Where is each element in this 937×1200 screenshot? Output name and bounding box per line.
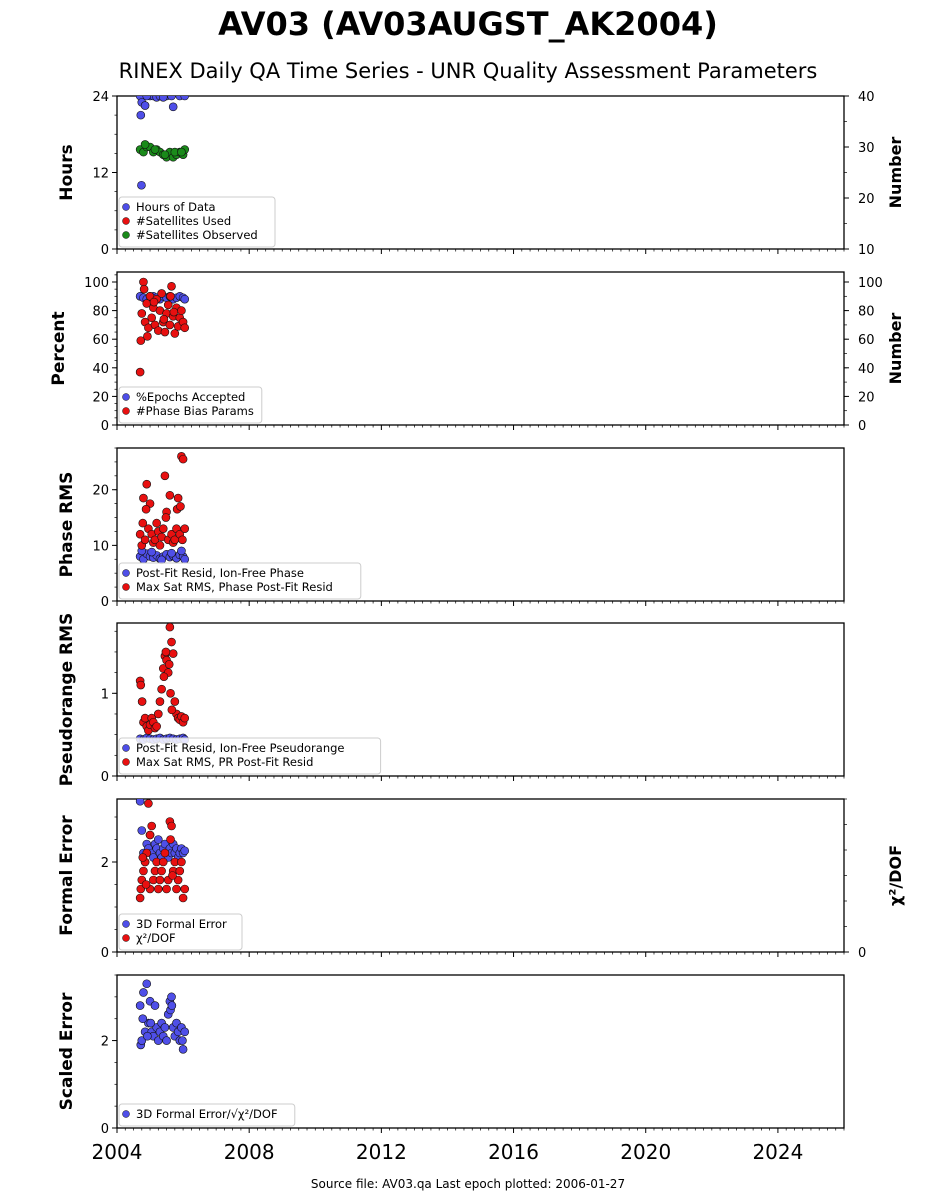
data-point-blue bbox=[139, 988, 147, 996]
y-right-label: Number bbox=[886, 312, 905, 385]
y-left-label: Pseudorange RMS bbox=[57, 612, 77, 787]
data-point-red bbox=[181, 324, 189, 332]
data-point-blue bbox=[168, 549, 176, 557]
legend-label: #Satellites Observed bbox=[136, 228, 258, 242]
y-left-label: Hours bbox=[57, 144, 77, 201]
y-right-tick-label: 20 bbox=[858, 390, 875, 406]
legend-label: Hours of Data bbox=[136, 200, 216, 214]
data-point-blue bbox=[151, 1002, 159, 1010]
data-point-red bbox=[158, 867, 166, 875]
data-point-blue bbox=[163, 1037, 171, 1045]
data-point-red bbox=[158, 289, 166, 297]
data-point-red bbox=[165, 660, 173, 668]
data-point-red bbox=[154, 885, 162, 893]
data-point-red bbox=[150, 298, 158, 306]
data-point-red bbox=[138, 309, 146, 317]
legend-marker bbox=[123, 232, 130, 239]
y-right-tick-label: 40 bbox=[858, 361, 875, 377]
legend-marker bbox=[123, 570, 130, 577]
data-point-blue bbox=[181, 295, 189, 303]
y-right-label: χ²/DOF bbox=[886, 845, 905, 906]
y-tick-label: 60 bbox=[92, 333, 109, 349]
data-point-red bbox=[179, 894, 187, 902]
data-point-blue bbox=[168, 92, 176, 100]
panel-6 bbox=[57, 975, 844, 1137]
data-point-red bbox=[139, 278, 147, 286]
data-point-blue bbox=[178, 1037, 186, 1045]
legend-label: 3D Formal Error bbox=[136, 917, 227, 931]
data-point-red bbox=[160, 673, 168, 681]
x-axis bbox=[92, 1140, 804, 1164]
data-point-red bbox=[168, 706, 176, 714]
data-point-red bbox=[141, 536, 149, 544]
data-point-blue bbox=[148, 548, 156, 556]
data-point-red bbox=[181, 525, 189, 533]
data-point-blue bbox=[169, 103, 177, 111]
y-tick-label: 20 bbox=[92, 483, 109, 499]
data-point-red bbox=[161, 472, 169, 480]
y-tick-label: 0 bbox=[100, 770, 109, 785]
y-tick-label: 1 bbox=[100, 687, 109, 703]
legend-marker bbox=[123, 935, 130, 942]
data-point-green bbox=[161, 151, 169, 159]
data-point-red bbox=[158, 685, 166, 693]
y-tick-label: 10 bbox=[92, 539, 109, 555]
data-point-red bbox=[161, 849, 169, 857]
y-right-tick-label: 20 bbox=[858, 192, 875, 207]
legend-label: Max Sat RMS, PR Post-Fit Resid bbox=[136, 755, 314, 769]
data-point-blue bbox=[181, 1028, 189, 1036]
data-point-red bbox=[174, 494, 182, 502]
data-point-blue bbox=[177, 547, 185, 555]
data-point-red bbox=[168, 638, 176, 646]
legend-label: 3D Formal Error/√χ²/DOF bbox=[136, 1107, 278, 1121]
data-point-red bbox=[143, 332, 151, 340]
y-tick-label: 2 bbox=[100, 856, 109, 871]
data-point-red bbox=[136, 368, 144, 376]
legend-marker bbox=[123, 1111, 130, 1118]
points-group bbox=[136, 797, 189, 902]
legend bbox=[119, 387, 262, 423]
panel-1 bbox=[57, 90, 905, 258]
data-point-red bbox=[167, 836, 175, 844]
data-point-red bbox=[136, 894, 144, 902]
data-point-red bbox=[142, 505, 150, 513]
legend bbox=[119, 914, 242, 950]
data-point-blue bbox=[168, 993, 176, 1001]
data-point-red bbox=[164, 301, 172, 309]
data-point-red bbox=[162, 514, 170, 522]
data-point-red bbox=[167, 292, 175, 300]
data-point-red bbox=[156, 698, 164, 706]
data-point-red bbox=[159, 525, 167, 533]
y-right-tick-label: 60 bbox=[858, 333, 875, 349]
x-tick-label: 2004 bbox=[91, 1140, 143, 1164]
data-point-red bbox=[156, 541, 164, 549]
data-point-blue bbox=[143, 92, 151, 100]
data-point-red bbox=[146, 831, 154, 839]
data-point-red bbox=[153, 722, 161, 730]
data-point-blue bbox=[137, 111, 145, 119]
legend bbox=[119, 1104, 295, 1126]
data-point-red bbox=[139, 867, 147, 875]
data-point-red bbox=[176, 502, 184, 510]
y-tick-label: 0 bbox=[100, 1122, 109, 1137]
legend-label: Post-Fit Resid, Ion-Free Pseudorange bbox=[136, 741, 345, 755]
x-tick-label: 2020 bbox=[620, 1140, 672, 1164]
data-point-blue bbox=[138, 827, 146, 835]
x-tick-label: 2008 bbox=[223, 1140, 275, 1164]
legend-label: Post-Fit Resid, Ion-Free Phase bbox=[136, 566, 304, 580]
y-right-tick-label: 30 bbox=[858, 141, 875, 156]
data-point-red bbox=[168, 822, 176, 830]
legend-label: χ²/DOF bbox=[136, 931, 176, 945]
y-tick-label: 0 bbox=[100, 419, 109, 434]
data-point-blue bbox=[179, 1045, 187, 1053]
data-point-red bbox=[162, 648, 170, 656]
y-tick-label: 24 bbox=[92, 90, 109, 105]
data-point-green bbox=[141, 140, 149, 148]
legend-label: Max Sat RMS, Phase Post-Fit Resid bbox=[136, 580, 333, 594]
data-point-red bbox=[138, 698, 146, 706]
y-tick-label: 80 bbox=[92, 304, 109, 320]
data-point-green bbox=[177, 148, 185, 156]
data-point-red bbox=[178, 536, 186, 544]
points-group bbox=[136, 92, 189, 189]
y-tick-label: 0 bbox=[100, 595, 109, 610]
data-point-blue bbox=[181, 92, 189, 100]
data-point-red bbox=[148, 822, 156, 830]
data-point-blue bbox=[161, 1023, 169, 1031]
x-tick-label: 2012 bbox=[355, 1140, 407, 1164]
data-point-red bbox=[181, 714, 189, 722]
data-point-red bbox=[177, 307, 185, 315]
y-left-label: Percent bbox=[49, 311, 69, 386]
data-point-red bbox=[163, 885, 171, 893]
data-point-red bbox=[167, 689, 175, 697]
y-tick-label: 0 bbox=[100, 243, 109, 258]
y-tick-label: 40 bbox=[92, 361, 109, 377]
data-point-blue bbox=[143, 980, 151, 988]
data-point-blue bbox=[147, 1019, 155, 1027]
data-point-red bbox=[161, 328, 169, 336]
data-point-blue bbox=[139, 1015, 147, 1023]
legend-label: #Satellites Used bbox=[136, 214, 232, 228]
y-tick-label: 0 bbox=[100, 946, 109, 961]
data-point-red bbox=[148, 314, 156, 322]
y-tick-label: 100 bbox=[84, 276, 109, 292]
panels-group bbox=[49, 90, 905, 1137]
data-point-blue bbox=[136, 1002, 144, 1010]
y-right-tick-label: 10 bbox=[858, 243, 875, 258]
legend-marker bbox=[123, 745, 130, 752]
data-point-blue bbox=[168, 1002, 176, 1010]
legend-label: %Epochs Accepted bbox=[136, 390, 246, 404]
legend-marker bbox=[123, 584, 130, 591]
y-tick-label: 12 bbox=[92, 166, 109, 182]
data-point-red bbox=[169, 872, 177, 880]
figure-subtitle: RINEX Daily QA Time Series - UNR Quality Assessment Parameters bbox=[118, 59, 818, 83]
data-point-red bbox=[142, 881, 150, 889]
data-point-red bbox=[144, 800, 152, 808]
data-point-red bbox=[137, 681, 145, 689]
data-point-red bbox=[154, 710, 162, 718]
x-tick-label: 2024 bbox=[752, 1140, 804, 1164]
y-right-tick-label: 0 bbox=[858, 946, 867, 961]
data-point-red bbox=[153, 519, 161, 527]
y-right-tick-label: 0 bbox=[858, 419, 867, 434]
y-right-tick-label: 40 bbox=[858, 90, 875, 105]
legend-marker bbox=[123, 394, 130, 401]
legend-marker bbox=[123, 218, 130, 225]
data-point-red bbox=[168, 282, 176, 290]
legend-marker bbox=[123, 204, 130, 211]
legend-marker bbox=[123, 408, 130, 415]
data-point-blue bbox=[159, 93, 167, 101]
data-point-red bbox=[159, 858, 167, 866]
legend bbox=[119, 197, 275, 247]
points-group bbox=[136, 452, 189, 563]
points-group bbox=[136, 278, 189, 376]
data-point-red bbox=[160, 315, 168, 323]
data-point-red bbox=[143, 480, 151, 488]
y-right-tick-label: 80 bbox=[858, 304, 875, 320]
data-point-red bbox=[177, 858, 185, 866]
data-point-red bbox=[166, 491, 174, 499]
legend bbox=[119, 563, 361, 599]
panel-5 bbox=[57, 797, 905, 961]
data-point-blue bbox=[181, 555, 189, 563]
data-point-red bbox=[171, 698, 179, 706]
data-point-red bbox=[171, 329, 179, 337]
panel-3 bbox=[57, 448, 844, 610]
panel-2 bbox=[49, 272, 905, 434]
source-footer: Source file: AV03.qa Last epoch plotted: 2006-01-27 bbox=[310, 1177, 626, 1191]
y-left-label: Formal Error bbox=[57, 815, 77, 936]
y-left-label: Phase RMS bbox=[57, 471, 77, 578]
y-tick-label: 2 bbox=[100, 1034, 109, 1050]
data-point-red bbox=[139, 854, 147, 862]
data-point-red bbox=[170, 308, 178, 316]
data-point-red bbox=[156, 876, 164, 884]
data-point-blue bbox=[141, 102, 149, 110]
legend bbox=[119, 738, 381, 774]
x-tick-label: 2016 bbox=[488, 1140, 539, 1164]
data-point-red bbox=[139, 494, 147, 502]
y-right-label: Number bbox=[886, 136, 905, 209]
data-point-red bbox=[140, 285, 148, 293]
legend-marker bbox=[123, 759, 130, 766]
data-point-red bbox=[139, 519, 147, 527]
y-tick-label: 20 bbox=[92, 390, 109, 406]
data-point-red bbox=[172, 885, 180, 893]
panel-4 bbox=[57, 613, 844, 787]
y-right-tick-label: 100 bbox=[858, 276, 883, 292]
data-point-red bbox=[181, 885, 189, 893]
legend-marker bbox=[123, 921, 130, 928]
data-point-blue bbox=[181, 847, 189, 855]
figure-title: AV03 (AV03AUGST_AK2004) bbox=[218, 5, 718, 43]
data-point-green bbox=[151, 146, 159, 154]
data-point-blue bbox=[143, 1032, 151, 1040]
data-point-red bbox=[176, 867, 184, 875]
y-left-label: Scaled Error bbox=[57, 992, 77, 1111]
data-point-red bbox=[179, 455, 187, 463]
points-group bbox=[136, 980, 189, 1054]
legend-label: #Phase Bias Params bbox=[136, 404, 254, 418]
data-point-blue bbox=[137, 181, 145, 189]
data-point-red bbox=[166, 623, 174, 631]
points-group bbox=[136, 623, 189, 743]
data-point-red bbox=[169, 650, 177, 658]
